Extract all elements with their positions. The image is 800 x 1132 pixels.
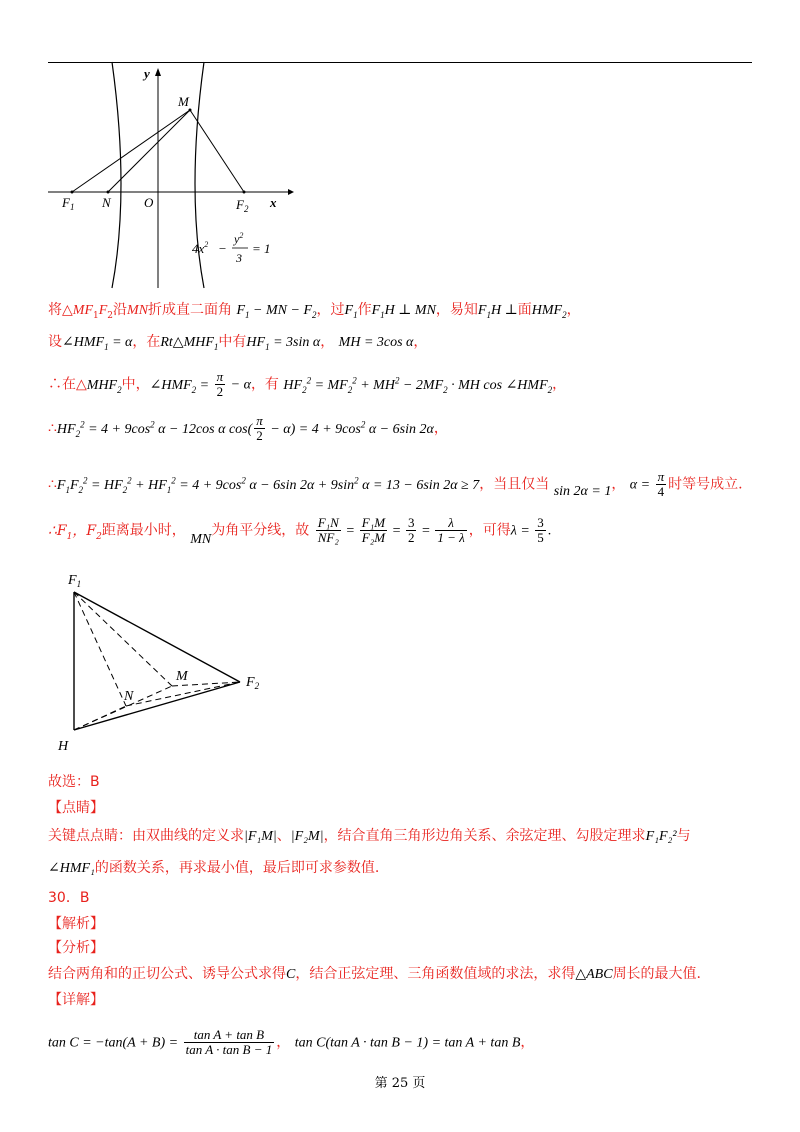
- hyperbola-equation: [192, 231, 271, 265]
- page-footer: 第 25 页: [374, 1076, 426, 1091]
- text-line-2: 设$\angle HMF_1 = \alpha$，在$Rt\triangle MHF_1$中有$HF_1 = 3\sin$ α， MH = 3cos α，: [48, 334, 428, 352]
- point-F2-dot: [243, 191, 246, 194]
- question-30: 30．B: [48, 890, 90, 906]
- label-H-3d: H: [58, 739, 69, 754]
- edge-F1F2: [74, 592, 240, 682]
- dianjing-line-2: ∠HMF₁的函数关系，再求最小值，最后即可求参数值.: [48, 860, 380, 876]
- final-formula-line: tan C = −tan(A + B) = $\frac{\text{tan A + tan B}}{\text{tan A · tan B − 1}}$ ， tan C(tan A · tan B − 1) = tan A + tan B，: [48, 1027, 535, 1057]
- hyperbola-left-branch: [112, 62, 121, 288]
- label-N: N: [102, 195, 111, 210]
- svg-text:4x2: $4x^2$: [192, 240, 209, 256]
- label-M: M: [178, 94, 189, 109]
- label-N-3d: N: [124, 689, 134, 704]
- label-F1-3d: $F_1$: [68, 573, 82, 589]
- edge-HF2: [74, 682, 240, 730]
- text-line-5: $\therefore F_1F_2^2 = HF_2^2 + HF_1^2 = 4 + 9\cos^2$ α − 6sin $2\alpha + 9\sin^2$ α = 13 − 6sin 2α ≥ 7，当且仅当 sin 2α = 1， α = $\frac{\pi}{4}$ 时等号成立.: [48, 469, 743, 500]
- point-F1-dot: [71, 191, 74, 194]
- label-F2-3d: $F_2$: [246, 675, 260, 691]
- point-M-dot: [189, 109, 192, 112]
- label-y: y: [144, 66, 150, 81]
- segment-MF2: [190, 110, 244, 192]
- edge-F1N: [74, 592, 126, 706]
- dianjing-line-1: 关键点点睛：由双曲线的定义求|F₁M|、|F₂M|，结合直角三角形边角关系、余弦定理、勾股定理求F₁F₂²与: [48, 828, 691, 844]
- fenxi-line: 结合两角和的正切公式、诱导公式求得C，结合正弦定理、三角函数值域的求法，求得△ABC周长的最大值.: [48, 966, 702, 982]
- text-line-1: 将$\triangle MF_1F_2$沿MN折成直二面角 $F_1$ − MN − $F_2$，过$F_1$作$F_1H$ ⊥ MN，易知$F_1H$ ⊥面$HMF_2$，: [48, 302, 581, 321]
- text-line-3: ∴在$\triangle MHF_2$中，$\angle HMF_2$ = $\frac{\pi}{2}$ − α，有 $HF_2^2 = MF_2^2 + MH^2 - 2MF_2$ · MH $\cos \angle HMF_2$，: [48, 369, 567, 400]
- edge-HN: [74, 706, 126, 730]
- xiangjie-header: 【详解】: [48, 992, 104, 1008]
- fenxi-header: 【分析】: [48, 940, 104, 956]
- label-M-3d: M: [176, 669, 188, 684]
- label-F2: $F_2$: [236, 197, 249, 214]
- text-line-4: $\therefore HF_2^2 = 4 + 9\cos^2$ α − 12cos α cos( $\frac{\pi}{2}$ − $\alpha) = 4 + 9\cos^2$ α − 6sin 2α，: [48, 413, 448, 444]
- x-axis-arrow: [288, 189, 294, 195]
- point-N-dot: [107, 191, 110, 194]
- label-x: x: [270, 195, 277, 210]
- y-axis-arrow: [155, 68, 161, 76]
- hyperbola-figure: [40, 60, 300, 290]
- label-O: O: [144, 195, 154, 210]
- jiexi-header: 【解析】: [48, 916, 104, 932]
- svg-text:y2: $y^2$: [234, 231, 244, 246]
- dianjing-header: 【点睛】: [48, 800, 104, 816]
- segment-MF1: [72, 110, 190, 192]
- text-line-6: $\therefore F_1$，$F_2$距离最小时， MN为角平分线，故 $\frac{\text{F₁N}}{\text{NF₂}}$ = $\frac{\text{F₁M}}{\text{F₂M}}$ = $\frac{3}{2}$ = $\frac{\lambda}{1 - \lambda}$ ，可得λ = $\frac{3}{5}$ .: [48, 515, 552, 547]
- tetrahedron-figure: [50, 570, 290, 760]
- svg-text:= 1: = 1: [252, 241, 271, 256]
- edge-HM: [74, 686, 172, 730]
- label-F1: $F_1$: [62, 195, 75, 212]
- edge-F1M: [74, 592, 172, 686]
- svg-text:3: 3: [236, 251, 242, 265]
- svg-text:−: −: [218, 241, 227, 256]
- answer-line: 故选：B: [48, 774, 100, 790]
